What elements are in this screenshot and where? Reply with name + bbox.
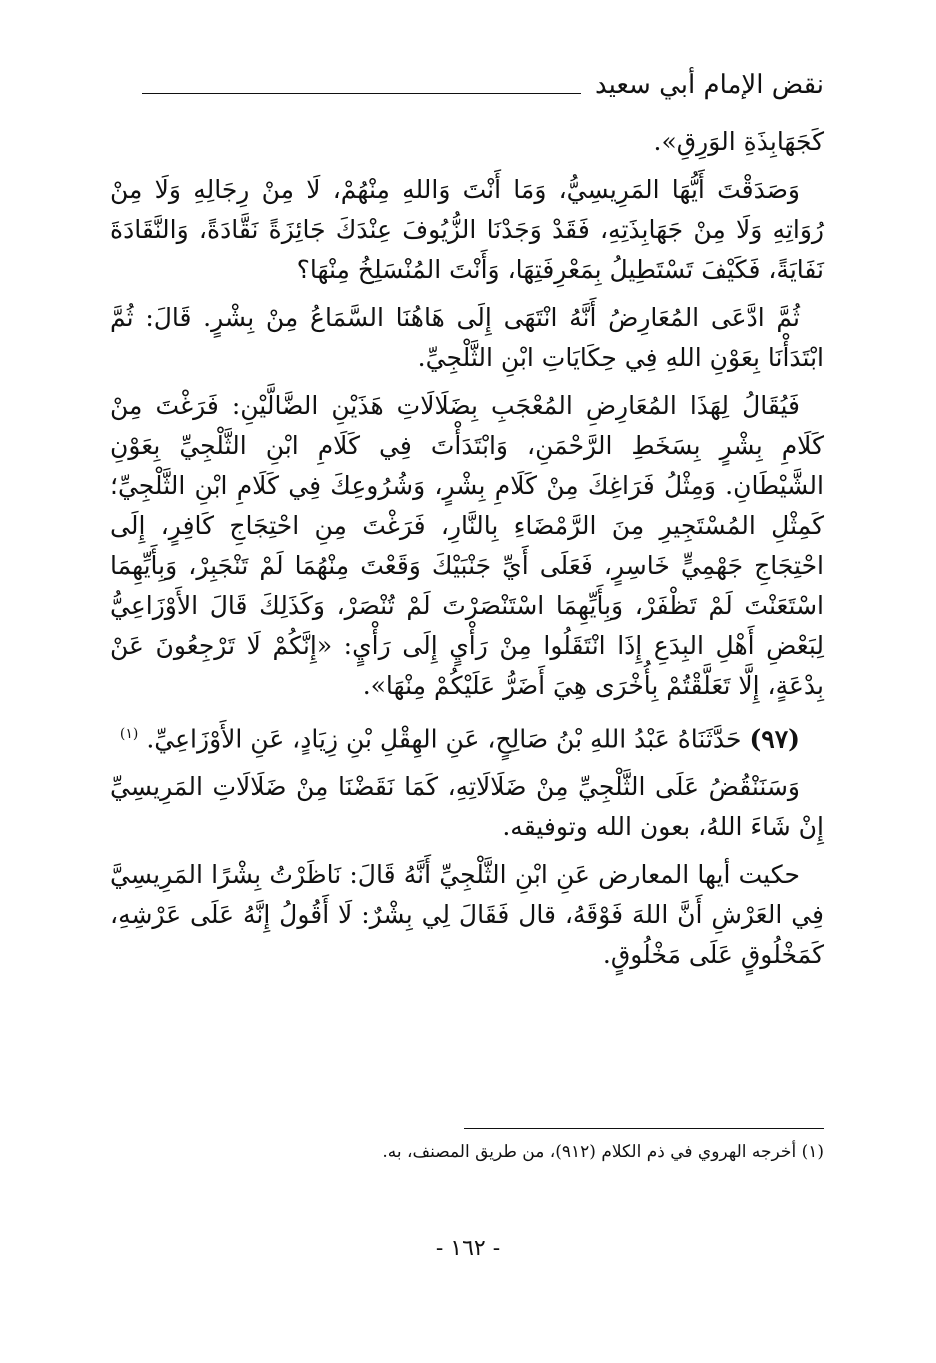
- paragraph-4: فَيُقَالُ لِهَذَا المُعَارِضِ المُعْجَبِ بِضَلَالَاتِ هَذَيْنِ الضَّالَّيْنِ: فَرَغْتَ مِنْ كَلَامِ بِشْرٍ بِسَخَطِ الرَّحْمَنِ، وَابْتَدَأْتَ فِي كَلَامِ ابْنِ الثَّلْجِيِّ بِعَوْنِ الشَّيْطَانِ. وَمِثْلُ فَرَاغِكَ مِنْ كَلَامِ بِشْرٍ، وَشُرُوعِكَ فِي كَلَامِ ابْنِ الثَّلْجِيِّ؛ كَمِثْلِ المُسْتَجِيرِ مِنَ الرَّمْضَاءِ بِالنَّارِ، فَرَغْتَ مِنِ احْتِجَاجِ كَافِرٍ، إِلَى احْتِجَاجِ جَهْمِيٍّ خَاسِرٍ، فَعَلَى أَيِّ جَنْبَيْكَ وَقَعْتَ مِنْهُمَا لَمْ تَنْجَبِرْ، وَبِأَيِّهِمَا اسْتَعَنْتَ لَمْ تَظْفَرْ، وَبِأَيِّهِمَا اسْتَنْصَرْتَ لَمْ تُنْصَرْ، وَكَذَلِكَ قَالَ الأَوْزَاعِيُّ لِبَعْضِ أَهْلِ البِدَعِ إِذَا انْتَقَلُوا مِنْ رَأْيٍ إِلَى رَأْيٍ: «إِنَّكُمْ لَا تَرْجِعُونَ عَنْ بِدْعَةٍ، إِلَّا تَعَلَّقْتُمْ بِأُخْرَى هِيَ أَضَرُّ عَلَيْكُمْ مِنْهَا».: [110, 391, 824, 700]
- paragraph-3: ثُمَّ ادَّعَى المُعَارِضُ أَنَّهُ انْتَهَى إِلَى هَاهُنَا السَّمَاعُ مِنْ بِشْرٍ. قَالَ: ثُمَّ ابْتَدَأْنَا بِعَوْنِ اللهِ فِي حِكَايَاتِ ابْنِ الثَّلْجِيِّ.: [110, 303, 824, 372]
- footnote-marker: (١): [119, 726, 139, 742]
- paragraph-6: وَسَنَنْقُضُ عَلَى الثَّلْجِيِّ مِنْ ضَلَالَاتِهِ، كَمَا نَقَضْنَا مِنْ ضَلَالَاتِ المَرِيسِيِّ إِنْ شَاءَ اللهُ، بعون الله وتوفيقه.: [110, 772, 824, 842]
- header-rule: [142, 93, 581, 94]
- footnote: (١) أخرجه الهروي في ذم الكلام (٩١٢)، من طريق المصنف، به.: [382, 1142, 824, 1162]
- footnote-rule: [464, 1128, 824, 1129]
- main-text: [110, 122, 824, 983]
- hadith-number: (٩٧): [749, 724, 800, 754]
- running-title: نقض الإمام أبي سعيد: [595, 70, 824, 100]
- paragraph-7: حكيت أيها المعارض عَنِ ابْنِ الثَّلْجِيِّ أَنَّهُ قَالَ: نَاظَرْتُ بِشْرًا المَرِيسِيَّ فِي العَرْشِ أَنَّ اللهَ فَوْقَهُ، قال فَقَالَ لِي بِشْرٌ: لَا أَقُولُ إِنَّهُ عَلَى عَرْشِهِ، كَمَخْلُوقٍ عَلَى مَخْلُوقٍ.: [110, 860, 824, 970]
- page-number: - ١٦٢ -: [435, 1236, 501, 1261]
- paragraph-2: وَصَدَقْتَ أَيُّهَا المَرِيسِيُّ، وَمَا أَنْتَ وَاللهِ مِنْهُمْ، لَا مِنْ رِجَالِهِ وَلَا مِنْ رُوَاتِهِ وَلَا مِنْ جَهَابِذَتِهِ، فَقَدْ وَجَدْنَا الزُّيُوفَ عِنْدَكَ جَائِزَةً نَقَّادَةً، وَالنَّقَادَةَ نَفَايَةً، فَكَيْفَ تَسْتَطِيلُ بِمَعْرِفَتِهَا، وَأَنْتَ المُنْسَلِخُ مِنْهَا؟: [110, 175, 824, 284]
- hadith-paragraph: [110, 714, 824, 759]
- paragraph-1: كَجَهَابِذَةِ الوَرِقِ».: [653, 127, 824, 156]
- hadith-text: حَدَّثَنَاهُ عَبْدُ اللهِ بْنُ صَالِحٍ، عَنِ الهِقْلِ بْنِ زِيَادٍ، عَنِ الأَوْزَاعِيِّ.: [146, 724, 742, 754]
- running-header: [142, 62, 824, 102]
